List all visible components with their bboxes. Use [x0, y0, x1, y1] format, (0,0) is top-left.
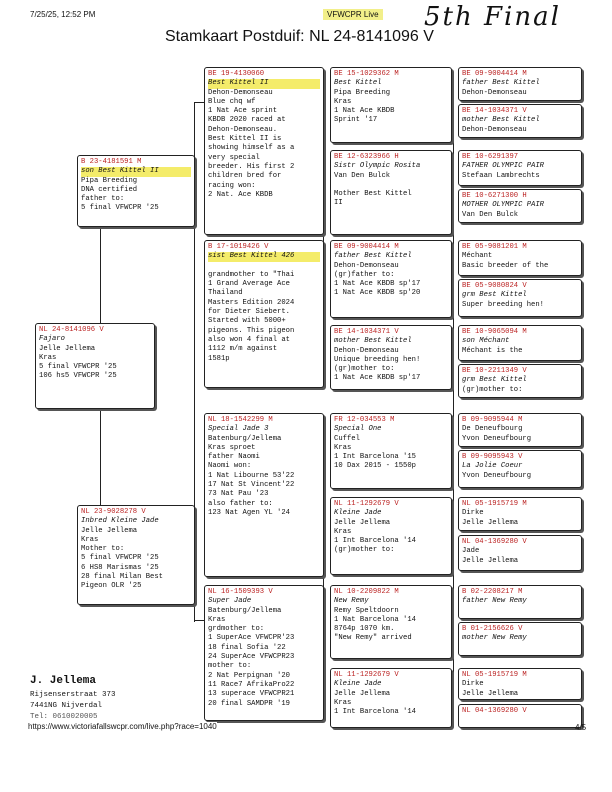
dam-line: Mother to: [81, 545, 125, 554]
gen3-line: (gr)father to: [334, 270, 395, 279]
gen3-id: BE 12-6323966 H [334, 153, 399, 161]
gen2-sd-name: sist Best Kittel 426 [208, 252, 320, 261]
sire-id: B 23-4181591 M [81, 158, 142, 166]
gen4-line: father New Remy [462, 597, 527, 606]
gen3-card-1[interactable] [330, 150, 452, 235]
gen4-line: Dirke [462, 680, 484, 689]
gen4-line: Méchant [462, 252, 493, 261]
gen2-sd-line: Started with 5000+ [208, 317, 286, 326]
gen3-line: Van Den Bulck [334, 171, 391, 180]
footer-url[interactable]: https://www.victoriafallswcpr.com/live.php?race=1040 [28, 722, 217, 731]
gen4-id: BE 10-6291397 [462, 153, 519, 161]
gen3-line: Kras [334, 97, 352, 106]
gen4-card-14[interactable] [458, 668, 582, 700]
gen3-name: mother Best Kittel [334, 337, 412, 346]
gen2-sd-line [208, 262, 320, 271]
gen2-ds-line: 1 Nat Libourne 53'22 [208, 471, 295, 480]
gen3-line: 1 Nat Ace KBDB sp'20 [334, 289, 421, 298]
gen3-line [334, 181, 448, 190]
gen2-sd-line: pigeons. This pigeon [208, 326, 295, 335]
sire-line: DNA certified [81, 185, 138, 194]
gen4-id: BE 09-9004414 M [462, 70, 527, 78]
gen4-line: La Jolie Coeur [462, 462, 523, 471]
gen2-dd-line: 11 Race7 AfrikaPro22 [208, 680, 295, 689]
gen4-line: Jelle Jellema [462, 689, 519, 698]
gen4-id: BE 10-2211349 V [462, 367, 527, 375]
gen4-line: De Deneufbourg [462, 425, 523, 434]
gen3-card-4[interactable] [330, 413, 452, 489]
gen2-ss-line: racing won: [208, 181, 256, 190]
gen3-card-3[interactable] [330, 325, 452, 390]
gen4-card-12[interactable] [458, 585, 582, 619]
gen2-ds-line: 17 Nat St Vincent'22 [208, 481, 295, 490]
gen4-line: mother Best Kittel [462, 116, 540, 125]
gen2-ss-line: 1 Nat Ace sprint [208, 107, 278, 116]
gen3-line: 1 Nat Ace KBDB sp'17 [334, 280, 421, 289]
print-date: 7/25/25, 12:52 PM [30, 10, 96, 19]
gen3-line: (gr)mother to: [334, 365, 395, 374]
sire-name: son Best Kittel II [81, 167, 191, 176]
handwritten-note: 5th Final [424, 2, 561, 32]
gen3-line: 1 Nat Ace KBDB [334, 107, 395, 116]
gen4-card-4[interactable] [458, 240, 582, 276]
gen2-ds-name: Special Jade 3 [208, 425, 269, 434]
gen3-line: Kras [334, 527, 352, 536]
gen4-card-2[interactable] [458, 150, 582, 186]
gen2-dd-line: 13 superace VFWCPR21 [208, 690, 295, 699]
dam-line: 6 HS8 Marismas '25 [81, 563, 159, 572]
page-number: 4/5 [575, 723, 587, 732]
gen2-sd-id: B 17-1019426 V [208, 243, 269, 251]
gen3-line: Remy Speltdoorn [334, 606, 399, 615]
gen3-card-2[interactable] [330, 240, 452, 318]
gen3-line: (gr)mother to: [334, 546, 395, 555]
gen2-dd-line: 20 final SAMDPR '19 [208, 699, 290, 708]
gen4-card-9[interactable] [458, 450, 582, 488]
gen4-line: son Méchant [462, 337, 510, 346]
gen3-line: Kras [334, 443, 352, 452]
gen3-line: Mother Best Kittel [334, 190, 412, 199]
gen3-line: Kras [334, 698, 352, 707]
gen3-name: Special One [334, 425, 382, 434]
gen3-line: 1 Int Barcelona '14 [334, 537, 416, 546]
gen4-card-1[interactable] [458, 104, 582, 138]
gen4-id: NL 05-1915719 M [462, 500, 527, 508]
dam-line: 28 final Milan Best [81, 573, 163, 582]
gen2-ss-line: showing himself as a [208, 144, 295, 153]
gen4-line: (gr)mother to: [462, 385, 523, 394]
gen4-line: Super breeding hen! [462, 300, 544, 309]
gen2-dd-line: Kras [208, 615, 226, 624]
gen4-card-0[interactable] [458, 67, 582, 101]
gen3-card-6[interactable] [330, 585, 452, 659]
gen3-line: 8764p 1070 km. [334, 625, 395, 634]
gen4-id: B 09-9095943 V [462, 453, 523, 461]
dam-card[interactable] [77, 505, 195, 605]
dam-line: Pigeon OLR '25 [81, 582, 142, 591]
gen3-name: Best Kittel [334, 79, 382, 88]
gen3-card-5[interactable] [330, 497, 452, 575]
gen2-dd-line: 18 final Sofia '22 [208, 643, 286, 652]
gen2-ds-line: father Naomi [208, 453, 260, 462]
gen3-id: FR 12-034553 M [334, 416, 395, 424]
gen2-dd-line: mother to: [208, 662, 252, 671]
gen3-name: father Best Kittel [334, 252, 412, 261]
gen4-line: MOTHER OLYMPIC PAIR [462, 201, 544, 210]
dam-id: NL 23-9028278 V [81, 508, 146, 516]
gen3-line: 1 Nat Barcelona '14 [334, 615, 416, 624]
gen3-line: Sprint '17 [334, 116, 378, 125]
gen2-ss-line: very special [208, 153, 260, 162]
gen3-line: Dehon-Demonseau [334, 261, 399, 270]
gen2-ss-line: Blue chq wf [208, 97, 256, 106]
gen3-line: 1 Nat Ace KBDB sp'17 [334, 374, 421, 383]
gen4-id: B 09-9095944 M [462, 416, 523, 424]
gen2-ss-id: BE 19-4130060 [208, 70, 265, 78]
gen4-line: Dehon-Demonseau [462, 88, 527, 97]
gen2-ss-line: breeder. His first 2 [208, 162, 295, 171]
gen3-card-0[interactable] [330, 67, 452, 143]
gen4-id: BE 05-9080824 V [462, 282, 527, 290]
gen2-dd-name: Super Jade [208, 597, 252, 606]
gen2-ss-line: 2 Nat. Ace KBDB [208, 190, 273, 199]
gen2-sd-line: 1581p [208, 354, 230, 363]
gen3-name: New Remy [334, 597, 369, 606]
gen3-line: Dehon-Demonseau [334, 346, 399, 355]
gen3-line: 1 Int Barcelona '14 [334, 708, 416, 717]
gen2-sd-line: 1 Grand Average Ace [208, 280, 290, 289]
gen4-line: Dehon-Demonseau [462, 125, 527, 134]
gen4-card-3[interactable] [458, 189, 582, 223]
gen4-line: Dirke [462, 509, 484, 518]
gen4-id: NL 04-1369280 V [462, 538, 527, 546]
gen4-id: BE 05-9081201 M [462, 243, 527, 251]
gen2-dd-card[interactable] [204, 585, 324, 721]
gen2-sd-line: Thailand [208, 289, 243, 298]
subject-id: NL 24-8141096 V [39, 326, 104, 334]
gen4-card-10[interactable] [458, 497, 582, 531]
gen4-id: B 02-2208217 M [462, 588, 523, 596]
subject-line: Jelle Jellema [39, 344, 96, 353]
gen2-ds-id: NL 18-1542299 M [208, 416, 273, 424]
gen2-ss-line: Best Kittel II is [208, 135, 282, 144]
gen4-line: Méchant is the [462, 346, 523, 355]
dam-line: Kras [81, 535, 99, 544]
gen2-ss-name: Best Kittel II [208, 79, 320, 88]
gen3-card-7[interactable] [330, 668, 452, 728]
gen3-id: NL 10-2209822 M [334, 588, 399, 596]
site-badge-label: VFWCPR Live [323, 9, 383, 20]
dam-line: Jelle Jellema [81, 526, 138, 535]
page-title: Stamkaart Postduif: NL 24-8141096 V [165, 28, 434, 45]
gen2-ds-line: 123 Nat Agen YL '24 [208, 508, 290, 517]
gen2-ss-card[interactable] [204, 67, 324, 235]
owner-street: Rijsenserstraat 373 [30, 691, 116, 699]
gen2-ds-line: Naomi won: [208, 462, 252, 471]
gen2-dd-line: 1 SuperAce VFWCPR'23 [208, 634, 295, 643]
owner-city: 7441NG Nijverdal [30, 702, 103, 710]
gen4-card-7[interactable] [458, 364, 582, 398]
dam-name: Inbred Kleine Jade [81, 517, 159, 526]
gen4-id: BE 10-6271300 H [462, 192, 527, 200]
gen2-ss-line: KBDB 2020 raced at [208, 116, 286, 125]
gen4-id: BE 14-1034371 V [462, 107, 527, 115]
gen4-line: father Best Kittel [462, 79, 540, 88]
gen2-ss-line: children bred for [208, 172, 282, 181]
gen2-sd-line: also won 4 final at [208, 335, 290, 344]
gen4-id: NL 05-1915719 M [462, 671, 527, 679]
gen3-id: NL 11-1292679 V [334, 671, 399, 679]
gen2-sd-card[interactable] [204, 240, 324, 388]
subject-name: Fajaro [39, 335, 65, 344]
gen3-line: 10 Dax 2015 - 1550p [334, 462, 416, 471]
gen4-id: NL 04-1369280 V [462, 707, 527, 715]
subject-card[interactable] [35, 323, 155, 409]
gen2-ds-line: Batenburg/Jellema [208, 434, 282, 443]
gen2-dd-line: 2 Nat Perpignan '20 [208, 671, 290, 680]
subject-line: Kras [39, 353, 57, 362]
gen3-line: 1 Int Barcelona '15 [334, 453, 416, 462]
gen2-sd-line: grandmother to "Thai [208, 270, 295, 279]
gen2-sd-line: for Dieter Siebert. [208, 308, 290, 317]
owner-name: J. Jellema [30, 675, 97, 687]
gen3-line: Unique breeding hen! [334, 355, 421, 364]
gen4-line: Jelle Jellema [462, 518, 519, 527]
gen4-line: Yvon Deneufbourg [462, 471, 532, 480]
gen4-line: FATHER OLYMPIC PAIR [462, 162, 544, 171]
gen2-sd-line: 1112 m/m against [208, 345, 278, 354]
gen4-line: mother New Remy [462, 634, 527, 643]
gen4-line: Basic breeder of the [462, 261, 549, 270]
connector [100, 216, 101, 328]
gen4-card-11[interactable] [458, 535, 582, 571]
gen4-line: Jade [462, 547, 480, 556]
subject-line: 5 final VFWCPR '25 [39, 363, 117, 372]
gen3-id: BE 15-1029362 M [334, 70, 399, 78]
gen3-name: Kleine Jade [334, 509, 382, 518]
gen3-line: Pipa Breeding [334, 88, 391, 97]
gen2-dd-id: NL 16-1509393 V [208, 588, 273, 596]
sire-line: 5 final VFWCPR '25 [81, 204, 159, 213]
gen2-ss-line: Dehon-Demonseau [208, 88, 273, 97]
gen4-card-15[interactable] [458, 704, 582, 728]
gen4-card-6[interactable] [458, 325, 582, 361]
connector [100, 405, 101, 505]
gen4-line: Yvon Deneufbourg [462, 434, 532, 443]
gen3-id: BE 14-1034371 V [334, 328, 399, 336]
connector [453, 90, 454, 690]
gen2-ds-card[interactable] [204, 413, 324, 577]
subject-line: 106 hs5 VFWCPR '25 [39, 372, 117, 381]
gen3-id: BE 09-9004414 M [334, 243, 399, 251]
gen4-card-13[interactable] [458, 622, 582, 656]
gen2-dd-line: grdmother to: [208, 625, 265, 634]
gen2-ds-line: 73 Nat Pau '23 [208, 490, 269, 499]
gen2-ds-line: also father to: [208, 499, 273, 508]
gen3-line: "New Remy" arrived [334, 634, 412, 643]
gen4-line: Van Den Bulck [462, 210, 519, 219]
gen4-card-8[interactable] [458, 413, 582, 447]
gen3-line: II [334, 199, 343, 208]
gen3-line: Jelle Jellema [334, 518, 391, 527]
gen2-sd-line: Masters Edition 2024 [208, 298, 295, 307]
gen3-name: Kleine Jade [334, 680, 382, 689]
gen3-name: Sistr Olympic Rosita [334, 162, 421, 171]
owner-tel: Tel: 0610020005 [30, 713, 98, 721]
sire-line: father to: [81, 195, 125, 204]
gen3-id: NL 11-1292679 V [334, 500, 399, 508]
site-badge [323, 10, 383, 19]
gen4-line: Jelle Jellema [462, 556, 519, 565]
gen2-dd-line: Batenburg/Jellema [208, 606, 282, 615]
gen4-line: grm Best Kittel [462, 291, 527, 300]
gen4-id: BE 10-9065094 M [462, 328, 527, 336]
gen4-id: B 01-2156626 V [462, 625, 523, 633]
gen3-line: Cuffel [334, 434, 360, 443]
dam-line: 5 final VFWCPR '25 [81, 554, 159, 563]
gen4-line: Stefaan Lambrechts [462, 171, 540, 180]
gen2-dd-line: 24 SuperAce VFWCPR23 [208, 653, 295, 662]
sire-card[interactable] [77, 155, 195, 227]
sire-line: Pipa Breeding [81, 176, 138, 185]
gen2-ss-line: Dehon-Demonseau. [208, 125, 278, 134]
gen2-ds-line: Kras sproet [208, 443, 256, 452]
gen3-line: Jelle Jellema [334, 689, 391, 698]
gen4-line: grm Best Kittel [462, 376, 527, 385]
gen4-card-5[interactable] [458, 279, 582, 317]
